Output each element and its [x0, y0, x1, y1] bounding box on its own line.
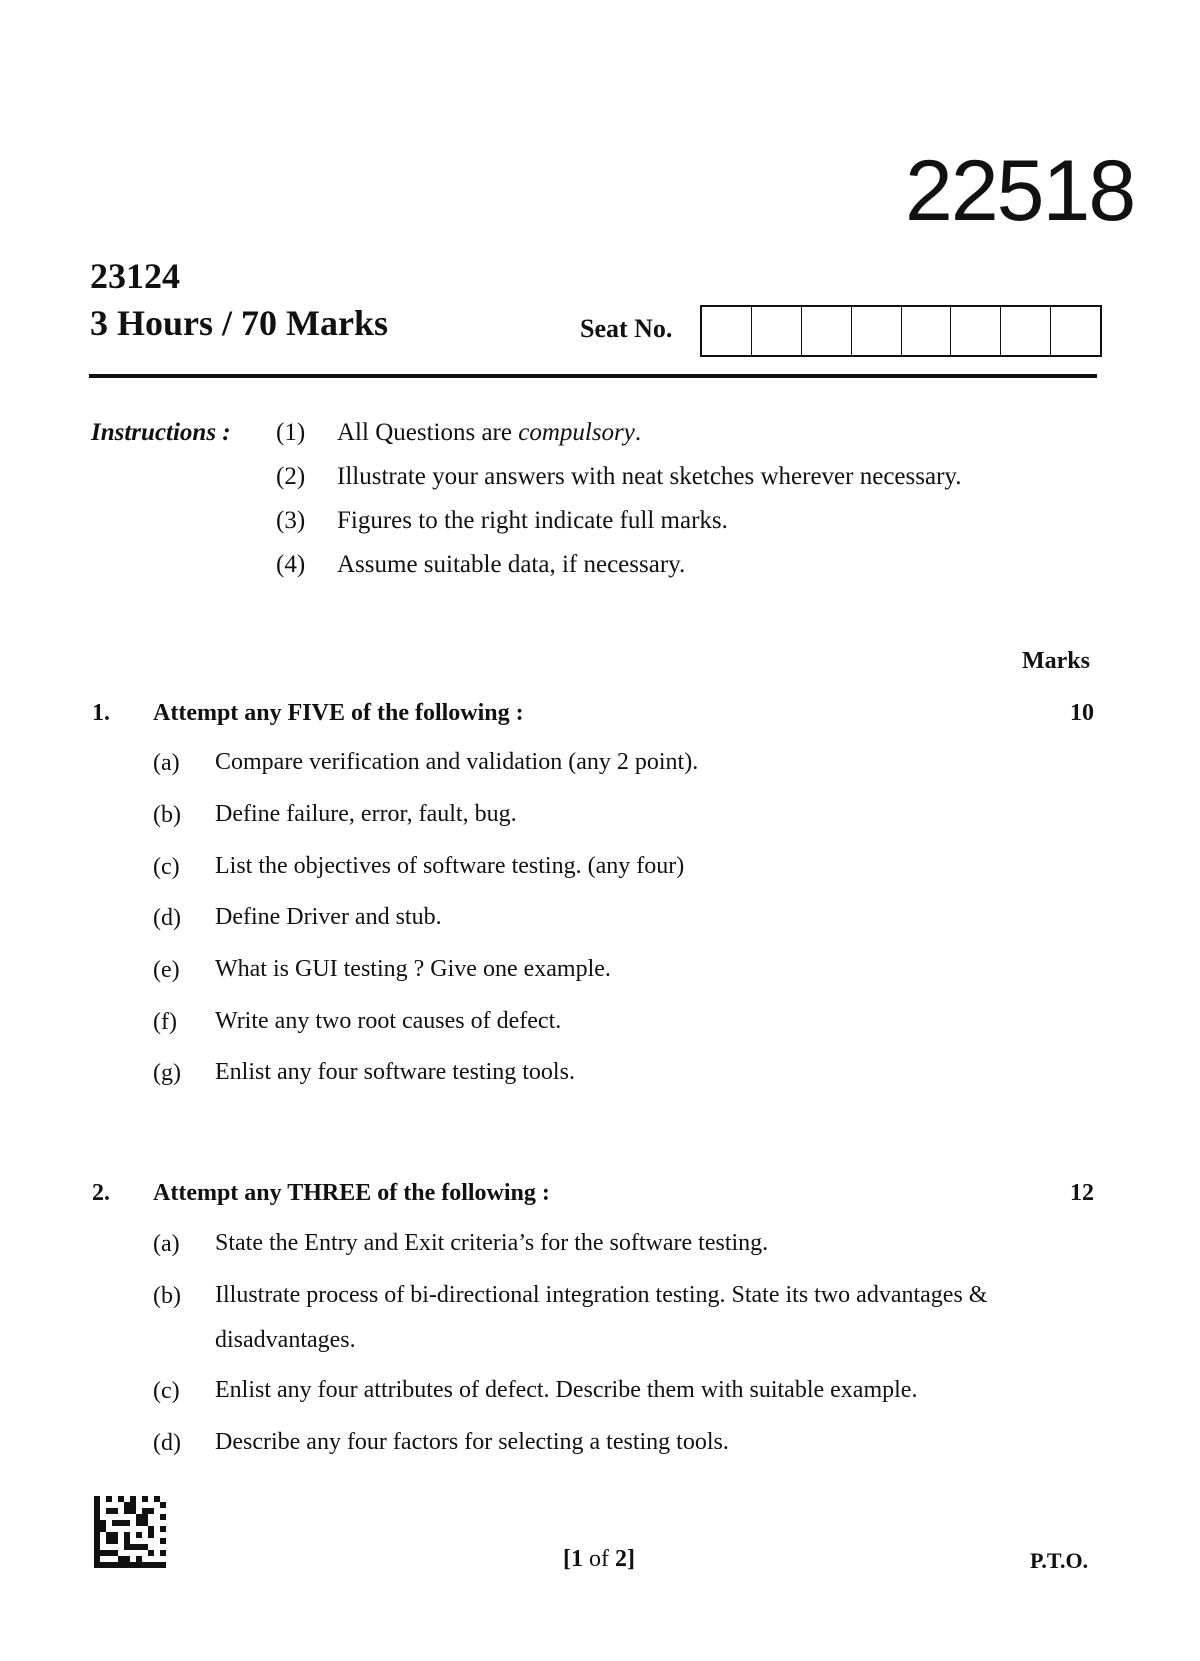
sub-question-label: (c): [153, 1378, 180, 1404]
sub-question-label: (d): [153, 905, 181, 931]
question-marks: 12: [1070, 1180, 1094, 1206]
page-indicator: [1 of 2]: [563, 1546, 635, 1572]
sub-question-label: (b): [153, 802, 181, 828]
question-number: 2.: [92, 1180, 110, 1206]
question-heading: Attempt any THREE of the following :: [153, 1180, 550, 1206]
sub-question-label: (a): [153, 1231, 180, 1257]
marks-heading: Marks: [1022, 648, 1090, 674]
sub-question-text: Enlist any four attributes of defect. Describe them with suitable example.: [215, 1377, 918, 1403]
sub-question-text: Write any two root causes of defect.: [215, 1008, 562, 1034]
seat-number-boxes: [700, 305, 1102, 357]
instruction-number: (3): [276, 507, 306, 534]
sub-question-text: State the Entry and Exit criteria’s for the software testing.: [215, 1230, 769, 1256]
seat-number-box: [951, 307, 1001, 355]
question-marks: 10: [1070, 700, 1094, 726]
duration-marks: 3 Hours / 70 Marks: [90, 303, 389, 343]
instruction-text: Illustrate your answers with neat sketches wherever necessary.: [337, 463, 962, 490]
header-rule: [89, 374, 1097, 378]
instruction-text: Assume suitable data, if necessary.: [337, 551, 686, 578]
sub-question-label: (g): [153, 1060, 181, 1086]
instruction-number: (2): [276, 463, 306, 490]
please-turn-over: P.T.O.: [1030, 1548, 1089, 1573]
sub-question-text: Compare verification and validation (any 2 point).: [215, 749, 699, 775]
datamatrix-code-icon: [94, 1496, 166, 1568]
paper-code: 23124: [90, 256, 180, 296]
sub-question-text: Describe any four factors for selecting a testing tools.: [215, 1429, 729, 1455]
seat-number-box: [852, 307, 902, 355]
seat-number-box: [1051, 307, 1100, 355]
seat-number-box: [752, 307, 802, 355]
seat-number-box: [802, 307, 852, 355]
sub-question-text: Enlist any four software testing tools.: [215, 1059, 575, 1085]
seat-number-label: Seat No.: [580, 314, 673, 343]
question-number: 1.: [92, 700, 110, 726]
sub-question-label: (b): [153, 1283, 181, 1309]
sub-question-text: What is GUI testing ? Give one example.: [215, 956, 611, 982]
seat-number-box: [902, 307, 952, 355]
sub-question-label: (a): [153, 750, 180, 776]
sub-question-label: (d): [153, 1430, 181, 1456]
instructions-label: Instructions :: [91, 419, 231, 446]
seat-number-box: [702, 307, 752, 355]
sub-question-text: Illustrate process of bi-directional integration testing. State its two advantages & disadvantages.: [215, 1282, 988, 1353]
sub-question-text: List the objectives of software testing. (any four): [215, 853, 685, 879]
instruction-emphasis: compulsory: [518, 419, 635, 446]
sub-question-label: (e): [153, 957, 180, 983]
instruction-text: All Questions are compulsory.: [337, 419, 642, 446]
seat-number-box: [1001, 307, 1051, 355]
instruction-number: (1): [276, 419, 306, 446]
question-heading: Attempt any FIVE of the following :: [153, 700, 524, 726]
instruction-text: Figures to the right indicate full marks.: [337, 507, 728, 534]
sub-question-label: (f): [153, 1009, 177, 1035]
sub-question-label: (c): [153, 854, 180, 880]
sub-question-text: Define failure, error, fault, bug.: [215, 801, 517, 827]
subject-code: 22518: [905, 143, 1135, 239]
instruction-number: (4): [276, 551, 306, 578]
sub-question-text: Define Driver and stub.: [215, 904, 442, 930]
